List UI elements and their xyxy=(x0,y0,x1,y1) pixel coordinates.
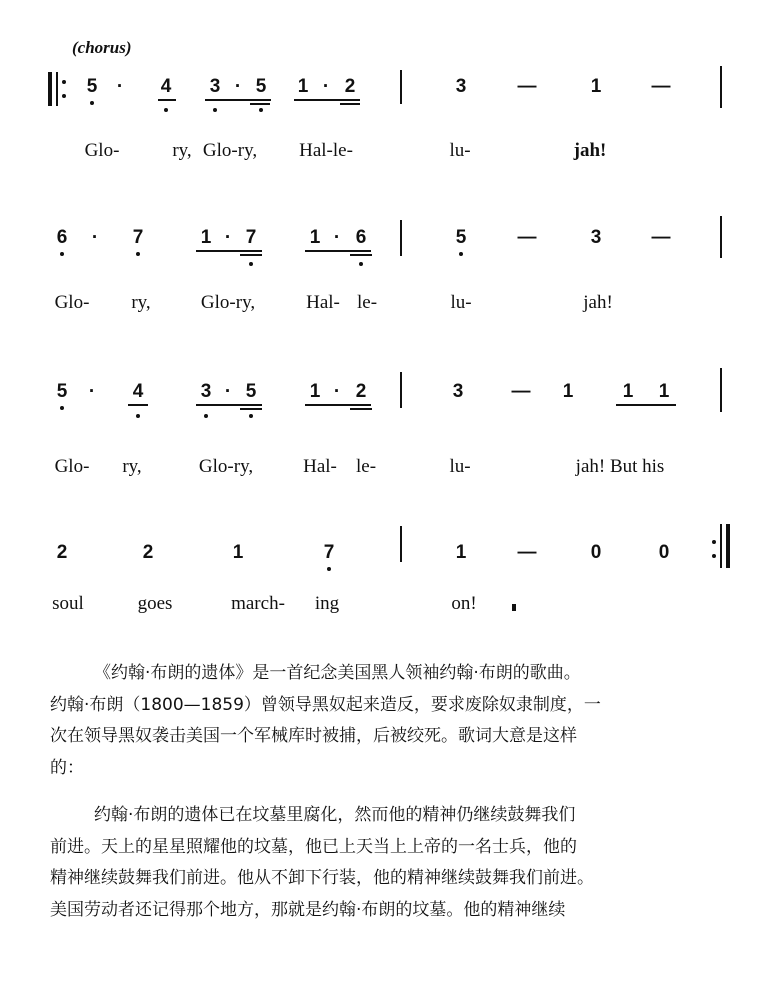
note: 2 xyxy=(56,542,68,563)
note: · xyxy=(224,381,232,402)
note: 2 xyxy=(355,381,367,402)
lyric: lu- xyxy=(450,292,472,313)
dash: — xyxy=(517,76,537,97)
text-line: 约翰·布朗（1800—1859）曾领导黑奴起来造反，要求废除奴隶制度，一 xyxy=(50,694,601,715)
note: 7 xyxy=(132,227,144,248)
lyric: Glo-ry, xyxy=(198,456,254,477)
lyric: le- xyxy=(356,292,378,313)
note: · xyxy=(88,381,96,402)
text-line: 精神继续鼓舞我们前进。他从不卸下行装，他的精神继续鼓舞我们前进。 xyxy=(50,868,594,888)
underline xyxy=(240,254,262,256)
barline xyxy=(720,66,722,108)
underline xyxy=(196,250,262,252)
barline xyxy=(400,526,402,562)
note: 1 xyxy=(200,227,212,248)
underline xyxy=(196,404,262,406)
underline xyxy=(128,404,148,406)
lyrics-meaning-paragraph xyxy=(50,800,742,926)
repeat-end-thin-bar xyxy=(720,524,722,568)
note: · xyxy=(224,227,232,248)
lyric: jah! xyxy=(573,140,607,161)
intro-paragraph xyxy=(50,658,742,784)
note: 0 xyxy=(658,542,670,563)
lyric: le- xyxy=(355,456,377,477)
underline xyxy=(158,99,176,101)
repeat-dot xyxy=(712,554,716,558)
underline xyxy=(305,250,371,252)
note: 1 xyxy=(590,76,602,97)
note: 6 xyxy=(56,227,68,248)
low-octave-dot xyxy=(213,108,217,112)
lyric: Hal- xyxy=(303,456,337,477)
note: 3 xyxy=(455,76,467,97)
note: 5 xyxy=(455,227,467,248)
underline xyxy=(616,404,676,406)
low-octave-dot xyxy=(249,414,253,418)
note: 3 xyxy=(209,76,221,97)
lyric: Hal-le- xyxy=(299,140,353,161)
lyric: lu- xyxy=(449,456,471,477)
note: 1 xyxy=(232,542,244,563)
lyric: lu- xyxy=(449,140,471,161)
repeat-dot xyxy=(62,94,66,98)
low-octave-dot xyxy=(249,262,253,266)
repeat-dot xyxy=(62,80,66,84)
note: 5 xyxy=(255,76,267,97)
text-line: 约翰·布朗的遗体已在坟墓里腐化，然而他的精神仍继续鼓舞我们 xyxy=(94,805,576,825)
note: 1 xyxy=(658,381,670,402)
low-octave-dot xyxy=(259,108,263,112)
note: 7 xyxy=(323,542,335,563)
note: 5 xyxy=(86,76,98,97)
low-octave-dot xyxy=(90,101,94,105)
dash: — xyxy=(517,227,537,248)
note: 1 xyxy=(297,76,309,97)
underline xyxy=(350,254,372,256)
dash: — xyxy=(651,227,671,248)
lyric: ry, xyxy=(131,292,151,313)
text-line: 前进。天上的星星照耀他的坟墓，他已上天当上上帝的一名士兵，他的 xyxy=(50,836,577,857)
low-octave-dot xyxy=(459,252,463,256)
note: 1 xyxy=(622,381,634,402)
note: 7 xyxy=(245,227,257,248)
lyric: ing xyxy=(314,593,340,614)
text-line: 美国劳动者还记得那个地方，那就是约翰·布朗的坟墓。他的精神继续 xyxy=(50,899,566,920)
text-line: 次在领导黑奴袭击美国一个军械库时被捕，后被绞死。歌词大意是这样 xyxy=(50,726,577,746)
repeat-start-thick-bar xyxy=(48,72,52,106)
lyric: march- xyxy=(231,593,285,614)
note: · xyxy=(234,76,242,97)
lyric: Glo- xyxy=(54,292,90,313)
low-octave-dot xyxy=(164,108,168,112)
note: 2 xyxy=(344,76,356,97)
note: · xyxy=(333,381,341,402)
dash: — xyxy=(511,381,531,402)
note: 3 xyxy=(200,381,212,402)
barline xyxy=(720,216,722,258)
lyric: ry, xyxy=(122,456,142,477)
note: 0 xyxy=(590,542,602,563)
lyric: jah! xyxy=(583,292,613,313)
low-octave-dot xyxy=(60,252,64,256)
lyric: Glo- xyxy=(84,140,120,161)
low-octave-dot xyxy=(327,567,331,571)
low-octave-dot xyxy=(359,262,363,266)
lyric: Glo-ry, xyxy=(200,292,256,313)
lyric: ry, xyxy=(172,140,192,161)
underline xyxy=(340,103,360,105)
dash: — xyxy=(517,542,537,563)
barline xyxy=(400,220,402,256)
note: 1 xyxy=(562,381,574,402)
lyric: goes xyxy=(137,593,173,614)
dash: — xyxy=(651,76,671,97)
underline xyxy=(294,99,360,101)
underline xyxy=(350,408,372,410)
note: 2 xyxy=(142,542,154,563)
note: 4 xyxy=(132,381,144,402)
chorus-label: (chorus) xyxy=(72,38,132,57)
note: 3 xyxy=(590,227,602,248)
barline xyxy=(400,70,402,104)
text-line: 《约翰·布朗的遗体》是一首纪念美国黑人领袖约翰·布朗的歌曲。 xyxy=(94,663,581,683)
underline xyxy=(305,404,371,406)
underline xyxy=(240,408,262,410)
note: 1 xyxy=(309,381,321,402)
barline xyxy=(720,368,722,412)
repeat-dot xyxy=(712,540,716,544)
text-line: 的： xyxy=(50,757,84,778)
note: 6 xyxy=(355,227,367,248)
note: · xyxy=(91,227,99,248)
lyric: soul xyxy=(52,593,84,614)
repeat-start-thin-bar xyxy=(56,72,58,106)
underline xyxy=(205,99,271,101)
note: 1 xyxy=(309,227,321,248)
repeat-end-thick-bar xyxy=(726,524,730,568)
lyric: Glo- xyxy=(54,456,90,477)
note: 1 xyxy=(455,542,467,563)
note: 5 xyxy=(56,381,68,402)
lyric: on! xyxy=(451,593,477,614)
low-octave-dot xyxy=(136,252,140,256)
lyric: Glo-ry, xyxy=(202,140,258,161)
low-octave-dot xyxy=(136,414,140,418)
note: · xyxy=(333,227,341,248)
note: · xyxy=(116,76,124,97)
barline xyxy=(400,372,402,408)
print-mark xyxy=(512,604,516,611)
lyric: jah! But his xyxy=(575,456,665,477)
note: · xyxy=(322,76,330,97)
lyric: Hal- xyxy=(306,292,340,313)
low-octave-dot xyxy=(60,406,64,410)
low-octave-dot xyxy=(204,414,208,418)
underline xyxy=(250,103,270,105)
note: 3 xyxy=(452,381,464,402)
note: 5 xyxy=(245,381,257,402)
note: 4 xyxy=(160,76,172,97)
